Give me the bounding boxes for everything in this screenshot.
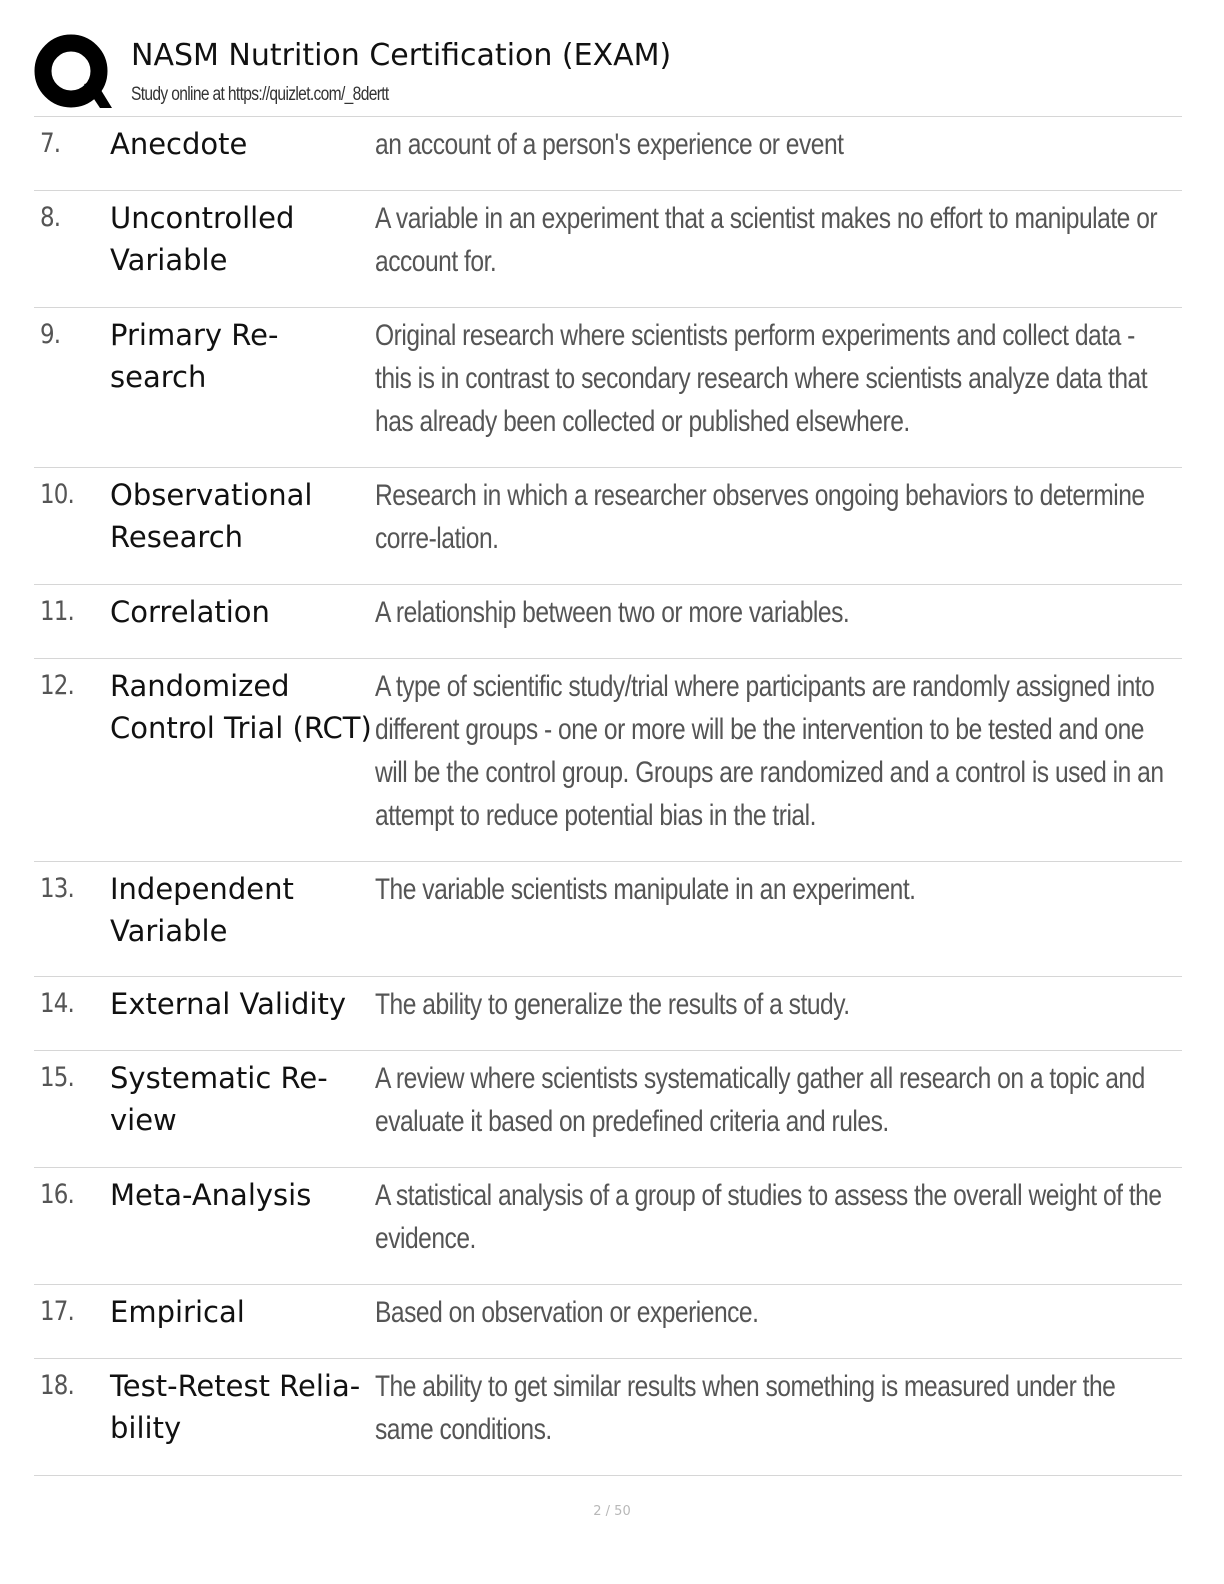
term-definition: The ability to generalize the results of a study. — [375, 988, 850, 1021]
term-row — [34, 1359, 1182, 1476]
term-label: External Validity — [110, 987, 347, 1021]
page-number: 2 / 50 — [593, 1504, 631, 1519]
term-number: 18. — [40, 1370, 74, 1401]
term-row — [34, 1051, 1182, 1168]
term-row — [34, 585, 1182, 659]
term-row — [34, 308, 1182, 468]
term-number: 17. — [40, 1296, 74, 1327]
term-number: 9. — [40, 319, 61, 350]
term-definition: A review where scientists systematically gather all research on a topic and evaluate it based on predefined criteria and rules. — [375, 1062, 1145, 1138]
term-row — [34, 862, 1182, 977]
term-definition: Research in which a researcher observes ongoing behaviors to determine corre-lation. — [375, 479, 1145, 555]
term-number: 13. — [40, 873, 74, 904]
term-definition: The ability to get similar results when something is measured under the same conditions. — [375, 1370, 1116, 1446]
term-label: Test-Retest Relia-bility — [110, 1369, 361, 1445]
term-number: 12. — [40, 670, 74, 701]
term-definition: Based on observation or experience. — [375, 1296, 759, 1329]
term-label: Randomized Control Trial (RCT) — [110, 669, 372, 745]
term-number: 15. — [40, 1062, 74, 1093]
term-label: Independent Variable — [110, 872, 294, 948]
term-row — [34, 1285, 1182, 1359]
term-definition: A statistical analysis of a group of studies to assess the overall weight of the evidence. — [375, 1179, 1162, 1255]
header — [34, 34, 1184, 114]
term-definition: A relationship between two or more variables. — [375, 596, 850, 629]
term-number: 16. — [40, 1179, 74, 1210]
term-number: 7. — [40, 128, 61, 159]
terms-table — [34, 117, 1182, 1476]
term-label: Correlation — [110, 595, 270, 629]
term-row — [34, 977, 1182, 1051]
term-number: 10. — [40, 479, 74, 510]
term-label: Meta-Analysis — [110, 1178, 312, 1212]
term-row — [34, 659, 1182, 862]
term-label: Observational Research — [110, 478, 313, 554]
term-row — [34, 117, 1182, 191]
term-definition: A variable in an experiment that a scientist makes no effort to manipulate or account for. — [375, 202, 1158, 278]
term-label: Primary Re-search — [110, 318, 279, 394]
term-number: 14. — [40, 988, 74, 1019]
term-number: 11. — [40, 596, 74, 627]
document-title: NASM Nutrition Certification (EXAM) — [131, 38, 672, 73]
term-row — [34, 191, 1182, 308]
term-label: Anecdote — [110, 127, 248, 161]
term-label: Empirical — [110, 1295, 245, 1329]
term-definition: an account of a person's experience or event — [375, 128, 844, 161]
document-subtitle[interactable]: Study online at https://quizlet.com/_8dertt — [131, 84, 389, 105]
term-number: 8. — [40, 202, 61, 233]
term-row — [34, 1168, 1182, 1285]
term-definition: A type of scientific study/trial where participants are randomly assigned into different groups - one or more will be the intervention to be tested and one will be the control group. Groups are randomized and a control is used in an attempt to reduce potential bias in the trial. — [375, 670, 1164, 832]
quizlet-q-logo-icon — [34, 34, 112, 110]
term-row — [34, 468, 1182, 585]
term-definition: The variable scientists manipulate in an experiment. — [375, 873, 916, 906]
term-definition: Original research where scientists perform experiments and collect data - this is in contrast to secondary research where scientists analyze data that has already been collected or published elsewhere. — [375, 319, 1148, 438]
term-label: Uncontrolled Variable — [110, 201, 295, 277]
term-label: Systematic Re-view — [110, 1061, 328, 1137]
